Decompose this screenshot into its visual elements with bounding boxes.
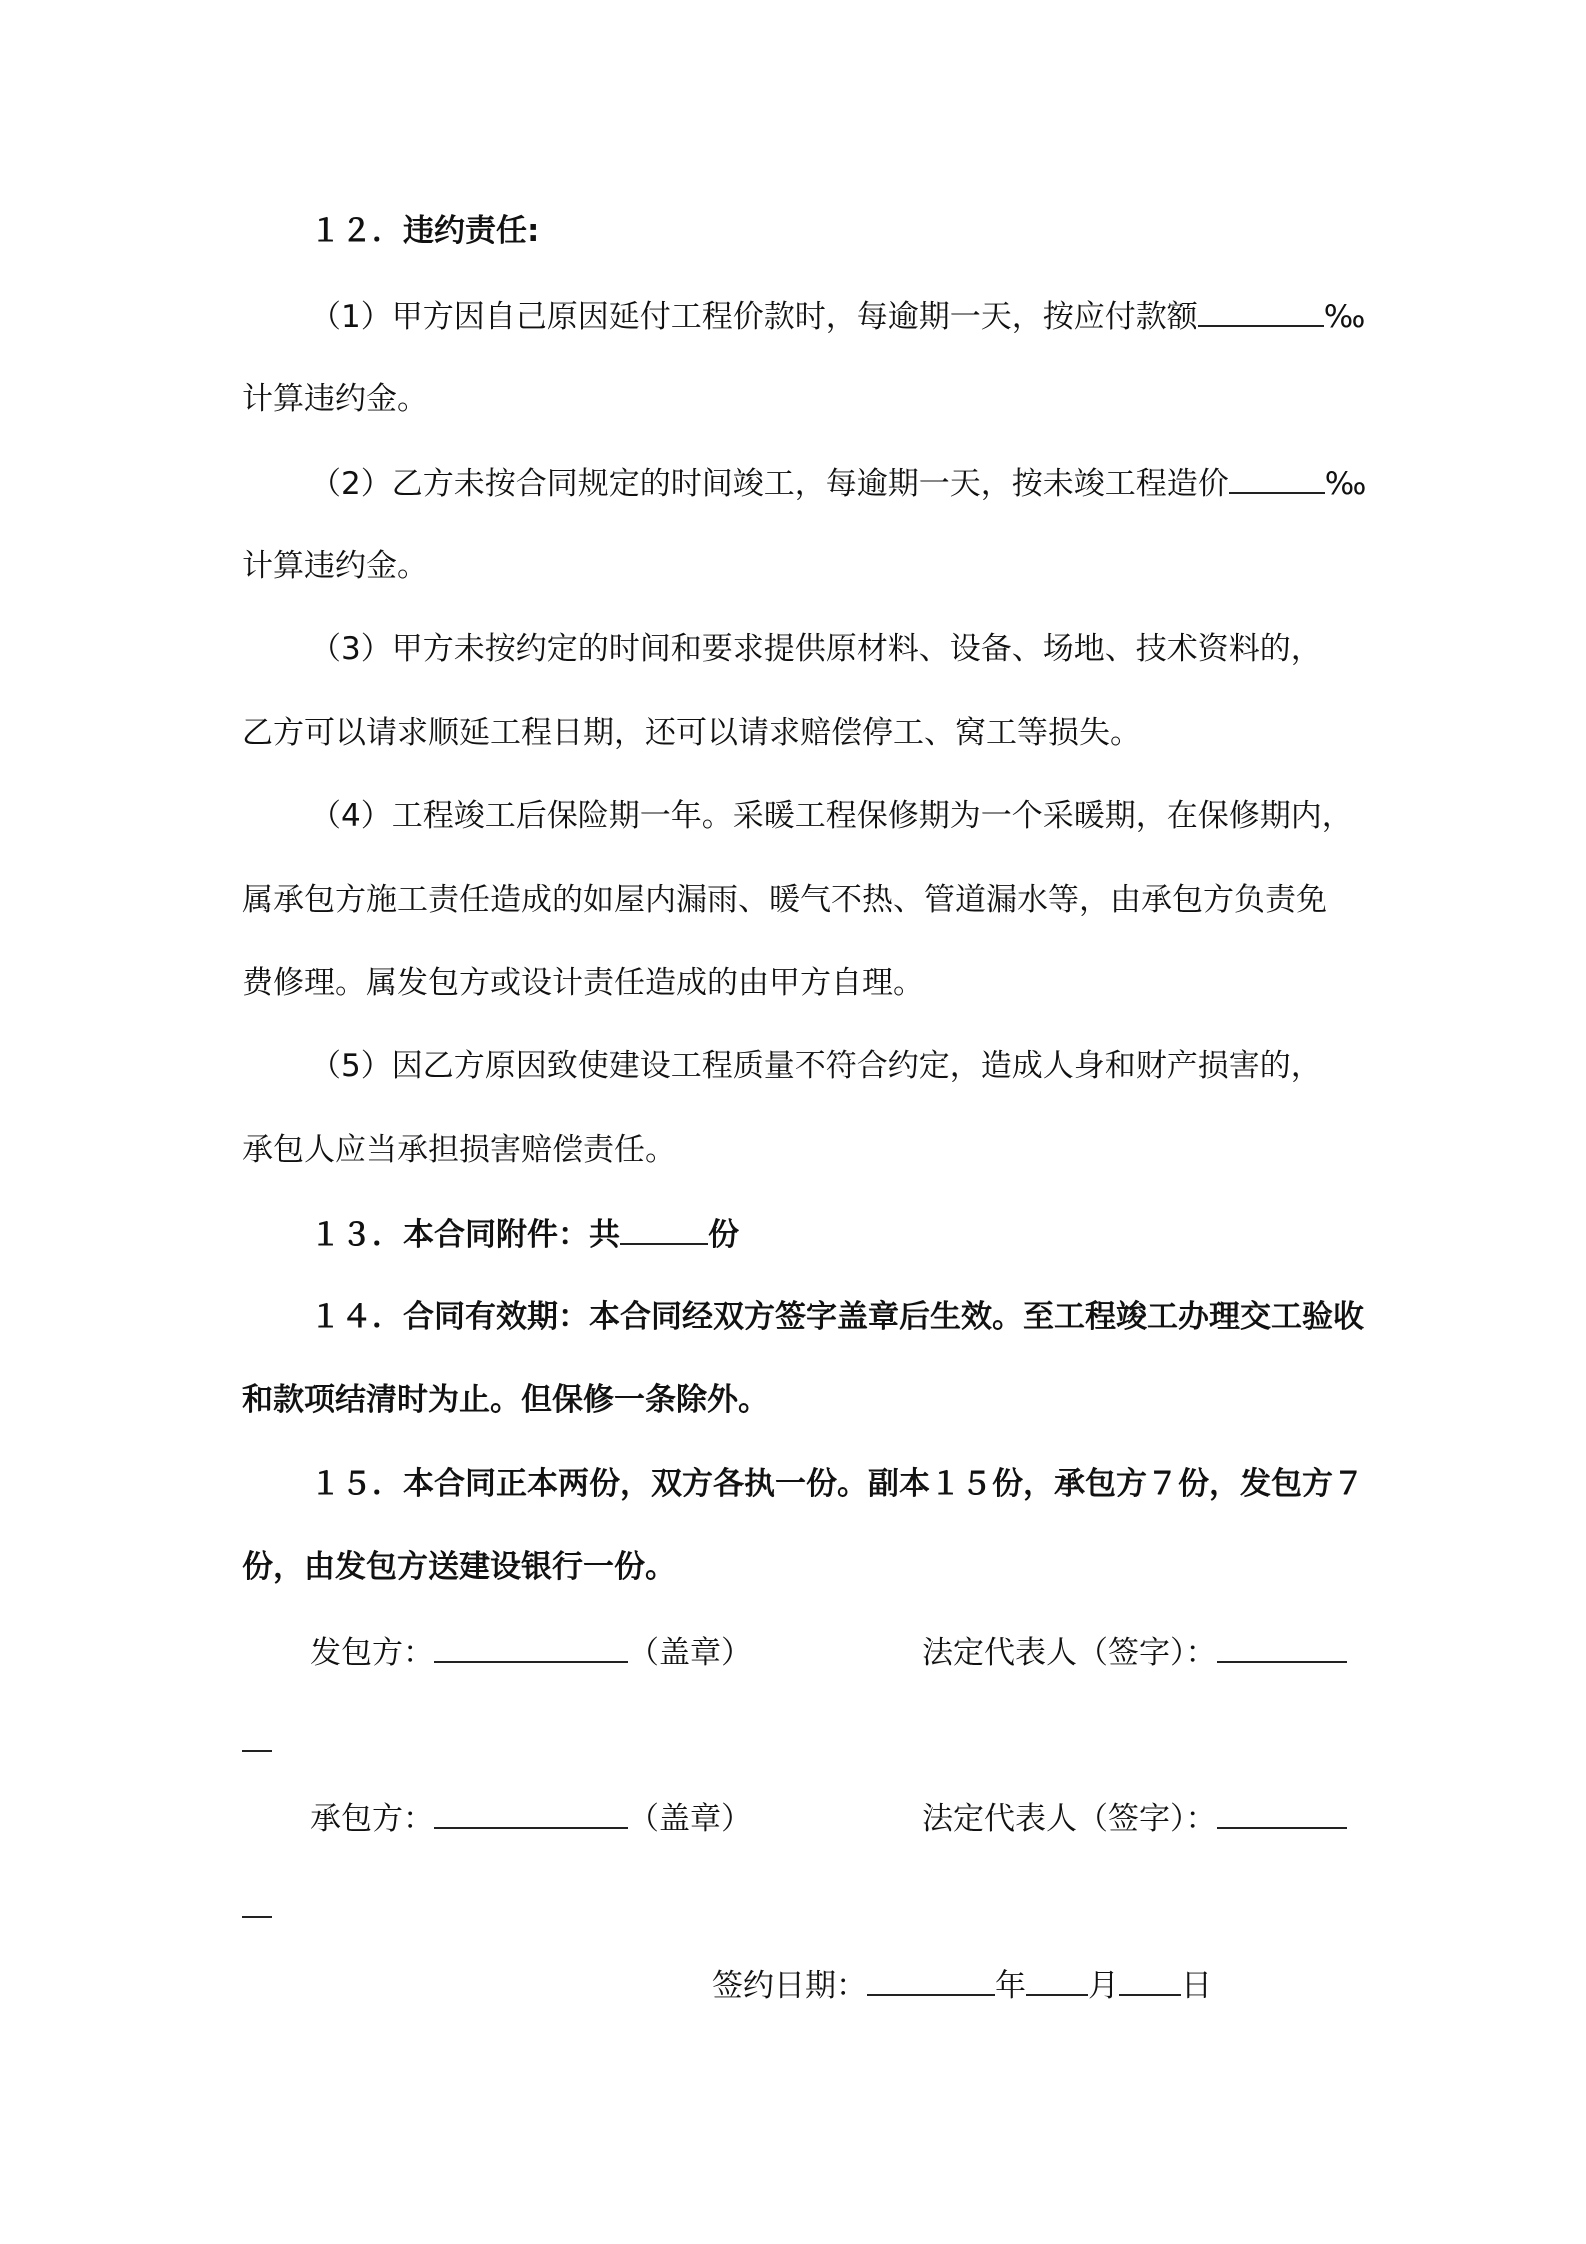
clause-12-5-line2: 承包人应当承担损害赔偿责任。 (242, 1132, 676, 1168)
clause-12-4-line1: （4）工程竣工后保险期一年。采暖工程保修期为一个采暖期，在保修期内， (310, 798, 1353, 834)
party-b-rep-label: 法定代表人（签字）： (922, 1801, 1217, 1837)
party-b-signature-row (310, 1797, 752, 1839)
clause-12-2 (310, 462, 1366, 504)
penalty-rate-blank-2[interactable] (1229, 462, 1325, 494)
clause-12-1-cont: 计算违约金。 (242, 381, 428, 417)
clause-12-1-text: （1）甲方因自己原因延付工程价款时，每逾期一天，按应付款额 (310, 299, 1198, 335)
clause-12-1 (310, 295, 1365, 337)
year-blank[interactable] (867, 1964, 995, 1996)
party-a-name-blank[interactable] (434, 1631, 628, 1663)
party-a-representative-row (922, 1631, 1347, 1673)
month-blank[interactable] (1026, 1964, 1088, 1996)
clause-12-5-line1: （5）因乙方原因致使建设工程质量不符合约定，造成人身和财产损害的， (310, 1048, 1322, 1084)
permille-symbol-2: ‰ (1324, 466, 1367, 502)
section-14-line1: １４．合同有效期：本合同经双方签字盖章后生效。至工程竣工办理交工验收 (310, 1299, 1364, 1335)
party-b-rep-blank[interactable] (1217, 1797, 1347, 1829)
month-label: 月 (1088, 1968, 1119, 2004)
clause-12-4-line3: 费修理。属发包方或设计责任造成的由甲方自理。 (242, 965, 924, 1001)
party-b-name-blank[interactable] (434, 1797, 628, 1829)
attachment-count-blank[interactable] (620, 1213, 708, 1245)
party-a-seal: （盖章） (628, 1635, 752, 1671)
section-12-heading: １２．违约责任: (310, 213, 540, 249)
clause-12-3-line1: （3）甲方未按约定的时间和要求提供原材料、设备、场地、技术资料的， (310, 631, 1322, 667)
day-label: 日 (1181, 1968, 1212, 2004)
party-b-representative-row (922, 1797, 1347, 1839)
year-label: 年 (995, 1968, 1026, 2004)
section-15-line1: １５．本合同正本两份，双方各执一份。副本１５份，承包方７份，发包方７ (310, 1466, 1364, 1502)
signing-date-row (712, 1964, 1212, 2006)
party-a-label: 发包方： (310, 1635, 434, 1671)
section-15-line2: 份，由发包方送建设银行一份。 (242, 1549, 676, 1585)
clause-12-4-line2: 属承包方施工责任造成的如屋内漏雨、暖气不热、管道漏水等，由承包方负责免 (242, 882, 1327, 918)
signing-date-label: 签约日期： (712, 1968, 867, 2004)
party-a-signature-row (310, 1631, 752, 1673)
penalty-rate-blank-1[interactable] (1198, 295, 1324, 327)
section-14-line2: 和款项结清时为止。但保修一条除外。 (242, 1382, 769, 1418)
party-b-label: 承包方： (310, 1801, 434, 1837)
party-a-rep-blank[interactable] (1217, 1631, 1347, 1663)
section-13: １３．本合同附件：共 份 (310, 1213, 739, 1255)
clause-12-3-line2: 乙方可以请求顺延工程日期，还可以请求赔偿停工、窝工等损失。 (242, 715, 1141, 751)
party-b-seal: （盖章） (628, 1801, 752, 1837)
clause-12-2-cont: 计算违约金。 (242, 548, 428, 584)
permille-symbol-1: ‰ (1323, 299, 1366, 335)
party-a-rep-label: 法定代表人（签字）： (922, 1635, 1217, 1671)
day-blank[interactable] (1119, 1964, 1181, 1996)
clause-12-2-text: （2）乙方未按合同规定的时间竣工，每逾期一天，按未竣工程造价 (310, 466, 1229, 502)
party-b-rep-blank-continued (242, 1916, 272, 1918)
party-a-rep-blank-continued (242, 1750, 272, 1752)
